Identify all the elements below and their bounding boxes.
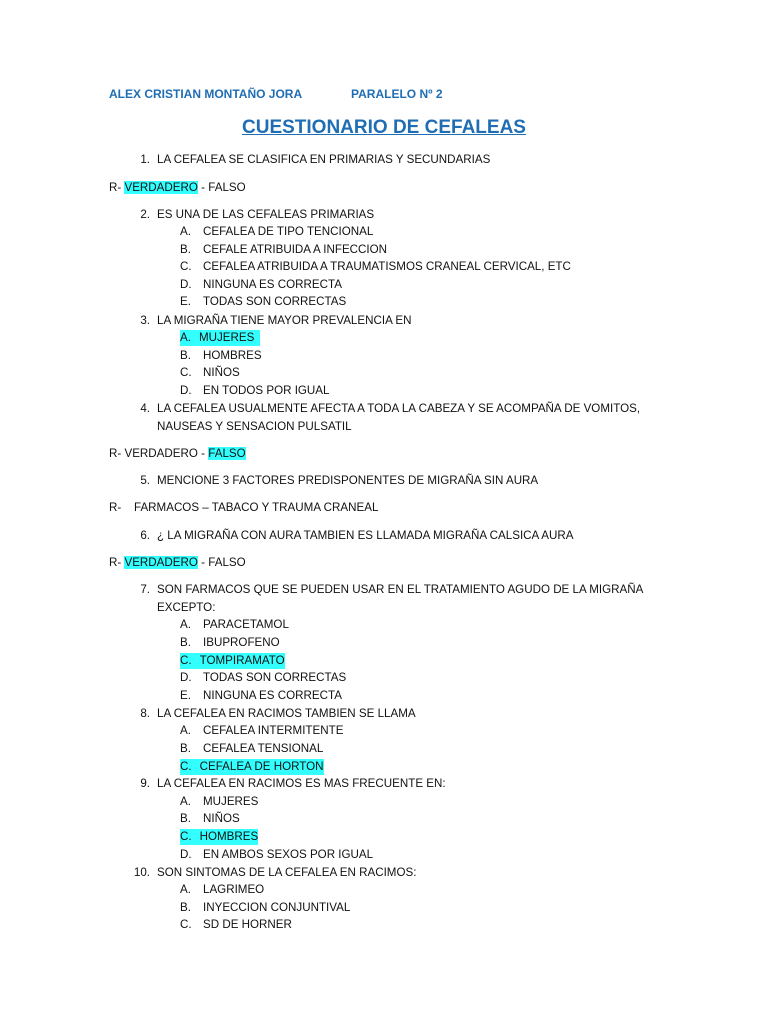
option-letter: A. [180,724,191,737]
option-letter: A. [180,225,191,238]
answer-5 [109,500,379,516]
answer-separator: - [201,556,206,569]
answer-prefix: R- [109,501,122,514]
option-letter: C. [180,918,192,931]
option-letter: B. [180,812,191,825]
answer-prefix: R- [109,556,122,569]
option-letter: A. [180,618,191,631]
option-text: CEFALEA INTERMITENTE [203,724,344,737]
option-text: CEFALEA TENSIONAL [203,742,324,755]
question-text: SON FARMACOS QUE SE PUEDEN USAR EN EL TRATAMIENTO AGUDO DE LA MIGRAÑA [157,583,644,596]
option-text: EN AMBOS SEXOS POR IGUAL [203,848,374,861]
answer-6 [109,555,246,571]
option-highlight [180,330,260,346]
question-text: LA MIGRAÑA TIENE MAYOR PREVALENCIA EN [157,314,412,327]
answer-option: FALSO [208,181,246,194]
page-title: CUESTIONARIO DE CEFALEAS [242,117,526,138]
answer-highlighted: FALSO [208,447,246,460]
option-letter: C. [180,760,192,773]
option-highlight [180,759,324,775]
option-text: HOMBRES [203,349,262,362]
option-letter: D. [180,848,192,861]
option-letter: B. [180,901,191,914]
option-text: MUJERES [198,331,255,344]
option-highlight [180,829,258,845]
option-letter: B. [180,636,191,649]
option-text: NIÑOS [203,366,240,379]
question-number: 3. [140,314,150,327]
option-text: NINGUNA ES CORRECTA [203,689,342,702]
answer-highlighted: VERDADERO [124,181,198,194]
option-text: CEFALEA DE HORTON [199,760,324,773]
option-letter: A. [180,795,191,808]
option-letter: C. [180,654,192,667]
paralelo-label: PARALELO Nº 2 [351,87,443,101]
option-letter: C. [180,260,192,273]
option-letter: D. [180,278,192,291]
option-letter: C. [180,366,192,379]
question-number: 6. [140,529,150,542]
answer-text: FARMACOS – TABACO Y TRAUMA CRANEAL [134,501,379,514]
option-letter: A. [180,883,191,896]
option-text: IBUPROFENO [203,636,280,649]
answer-highlighted: VERDADERO [124,556,198,569]
question-text: LA CEFALEA EN RACIMOS ES MAS FRECUENTE EN: [157,777,446,790]
option-text: TODAS SON CORRECTAS [203,295,347,308]
option-letter: A. [180,331,191,344]
option-letter: B. [180,349,191,362]
answer-4 [109,446,246,462]
option-text: TOMPIRAMATO [199,654,285,667]
answer-separator: - [201,181,206,194]
option-text: NINGUNA ES CORRECTA [203,278,342,291]
question-text: LA CEFALEA EN RACIMOS TAMBIEN SE LLAMA [157,707,416,720]
option-text: CEFALEA DE TIPO TENCIONAL [203,225,374,238]
option-letter: C. [180,830,192,843]
option-text: NIÑOS [203,812,240,825]
question-text: SON SINTOMAS DE LA CEFALEA EN RACIMOS: [157,866,417,879]
option-letter: E. [180,689,191,702]
option-highlight [180,653,285,669]
answer-option: FALSO [208,556,246,569]
option-text: CEFALEA ATRIBUIDA A TRAUMATISMOS CRANEAL CERVICAL, ETC [203,260,571,273]
question-number: 7. [140,583,150,596]
answer-prefix: R- [109,447,122,460]
option-letter: D. [180,671,192,684]
question-text-continued: NAUSEAS Y SENSACION PULSATIL [157,420,352,433]
option-letter: D. [180,384,192,397]
answer-option: VERDADERO [124,447,198,460]
student-name: ALEX CRISTIAN MONTAÑO JORA [109,87,303,101]
question-text: LA CEFALEA USUALMENTE AFECTA A TODA LA CABEZA Y SE ACOMPAÑA DE VOMITOS, [157,402,641,415]
option-text: TODAS SON CORRECTAS [203,671,347,684]
option-text: CEFALE ATRIBUIDA A INFECCION [203,243,388,256]
option-text: EN TODOS POR IGUAL [203,384,330,397]
question-number: 1. [140,153,150,166]
option-letter: B. [180,742,191,755]
option-text: MUJERES [203,795,259,808]
answer-prefix: R- [109,181,122,194]
option-text: SD DE HORNER [203,918,292,931]
question-text: ES UNA DE LAS CEFALEAS PRIMARIAS [157,208,375,221]
question-number: 4. [140,402,150,415]
option-letter: E. [180,295,191,308]
question-number: 2. [140,208,150,221]
question-text: MENCIONE 3 FACTORES PREDISPONENTES DE MIGRAÑA SIN AURA [157,474,539,487]
answer-separator: - [201,447,206,460]
option-text: PARACETAMOL [203,618,289,631]
option-letter: B. [180,243,191,256]
option-text: LAGRIMEO [203,883,265,896]
option-text: INYECCION CONJUNTIVAL [203,901,351,914]
answer-1 [109,180,246,196]
question-number: 5. [140,474,150,487]
question-number: 9. [140,777,150,790]
question-text: ¿ LA MIGRAÑA CON AURA TAMBIEN ES LLAMADA MIGRAÑA CALSICA AURA [157,529,574,542]
question-number: 10. [133,866,150,879]
question-number: 8. [140,707,150,720]
question-text-continued: EXCEPTO: [157,601,216,614]
option-text: HOMBRES [199,830,259,843]
question-text: LA CEFALEA SE CLASIFICA EN PRIMARIAS Y SECUNDARIAS [157,153,491,166]
